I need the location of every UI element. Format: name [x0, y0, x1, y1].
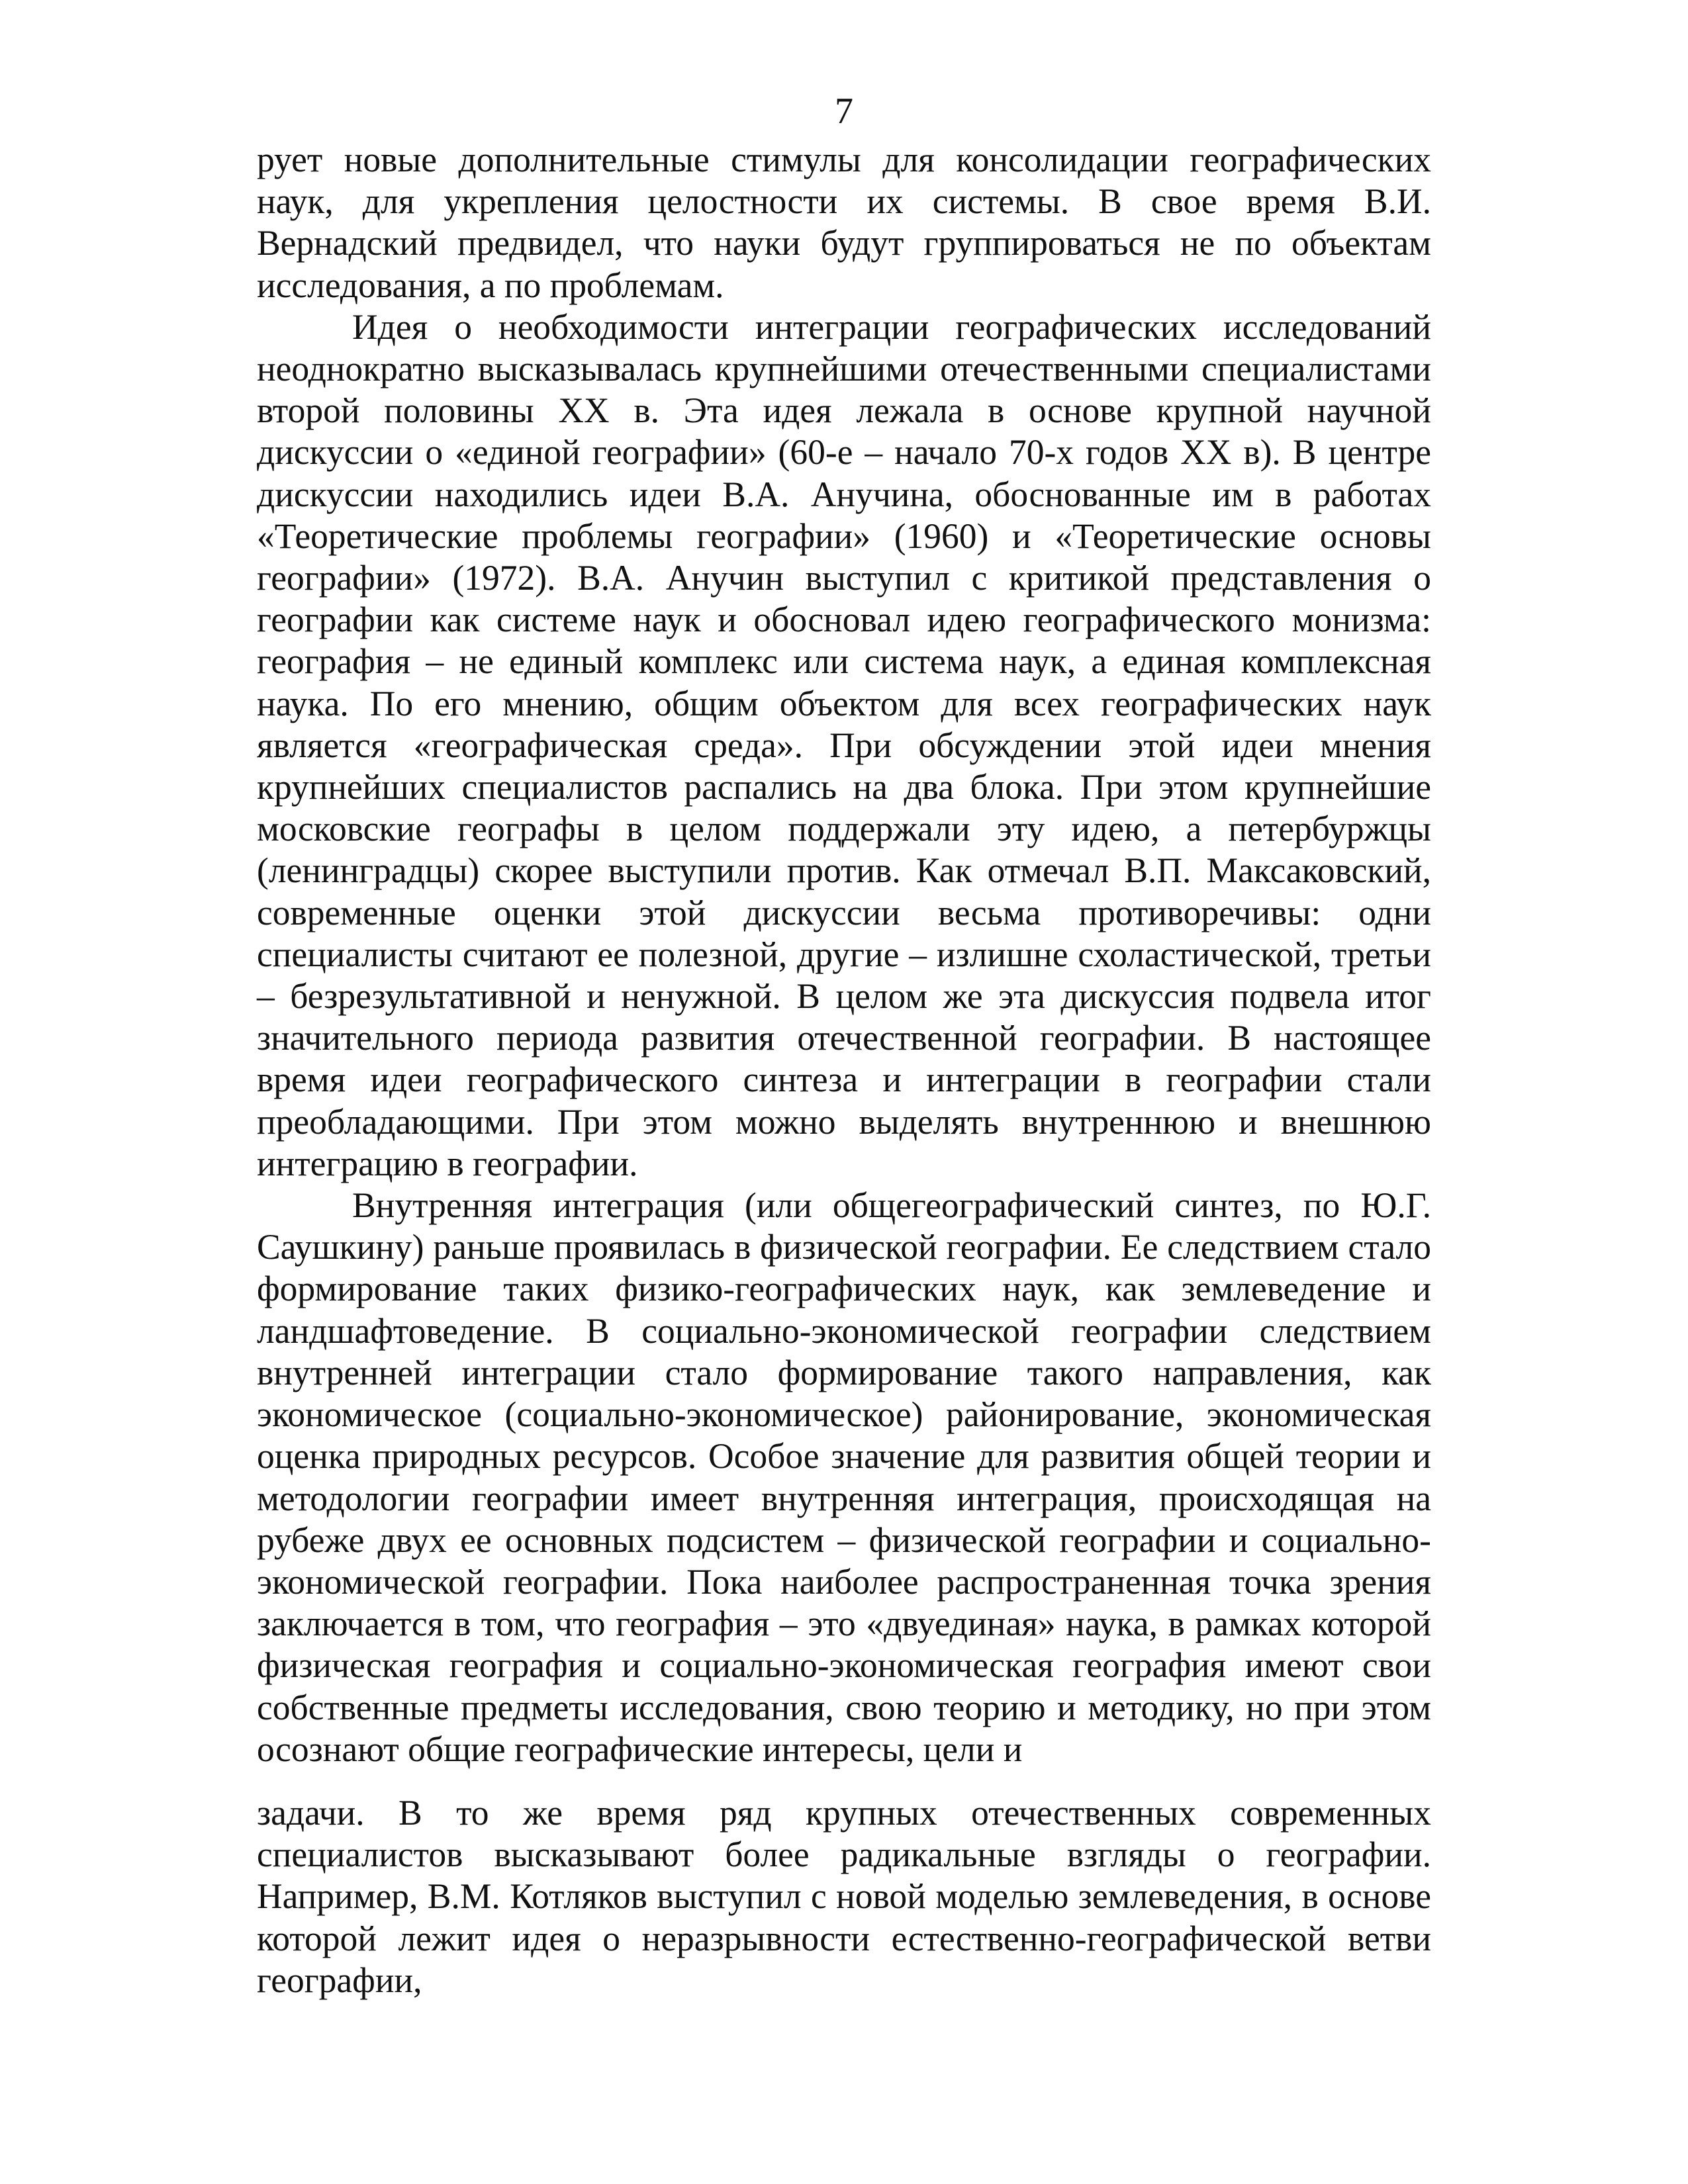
paragraph-2: Идея о необходимости интеграции географических исследований неоднократно высказывалась крупнейшими отечественными специалистами второй половины XX в. Эта идея лежала в основе крупной научной дискуссии о «единой географии» (60-е – начало 70-х годов XX в). В центре дискуссии находились идеи В.А. Анучина, обоснованные им в работах «Теоретические проблемы географии» (1960) и «Теоретические основы географии» (1972). В.А. Анучин выступил с критикой представления о географии как системе наук и обосновал идею географического монизма: география – не единый комплекс или система наук, а единая комплексная наука. По его мнению, общим объектом для всех географических наук является «географическая среда». При обсуждении этой идеи мнения крупнейших специалистов распались на два блока. При этом крупнейшие московские географы в целом поддержали эту идею, а петербуржцы (ленинградцы) скорее выступили против. Как отмечал В.П. Максаковский, современные оценки этой дискуссии весьма противоречивы: одни специалисты считают ее полезной, другие – излишне схоластической, третьи – безрезультативной и ненужной. В целом же эта дискуссия подвела итог значительного периода развития отечественной географии. В настоящее время идеи географического синтеза и интеграции в географии стали преобладающими. При этом можно выделять внутреннюю и внешнюю интеграцию в географии.: [257, 306, 1431, 1183]
paragraph-1: рует новые дополнительные стимулы для консолидации географических наук, для укрепления целостности их системы. В свое время В.И. Вернадский предвидел, что науки будут группироваться не по объектам исследования, а по проблемам.: [257, 140, 1431, 305]
paragraph-continuation: задачи. В то же время ряд крупных отечественных современных специалистов высказывают более радикальные взгляды о географии. Например, В.М. Котляков выступил с новой моделью землеведения, в основе которой лежит идея о неразрывности естественно-географической ветви географии,: [257, 1793, 1431, 2000]
paragraph-3: Внутренняя интеграция (или общегеографический синтез, по Ю.Г. Саушкину) раньше проявилась в физической географии. Ее следствием стало формирование таких физико-географических наук, как землеведение и ландшафтоведение. В социально-экономической географии следствием внутренней интеграции стало формирование такого направления, как экономическое (социально-экономическое) районирование, экономическая оценка природных ресурсов. Особое значение для развития общей теории и методологии географии имеет внутренняя интеграция, происходящая на рубеже двух ее основных подсистем – физической географии и социально-экономической географии. Пока наиболее распространенная точка зрения заключается в том, что география – это «двуединая» наука, в рамках которой физическая география и социально-экономическая география имеют свои собственные предметы исследования, свою теорию и методику, но при этом осознают общие географические интересы, цели и: [257, 1185, 1431, 1769]
main-text-block: [257, 139, 1431, 1770]
continuation-text-block: [257, 1792, 1431, 2001]
page-number: 7: [835, 91, 853, 132]
